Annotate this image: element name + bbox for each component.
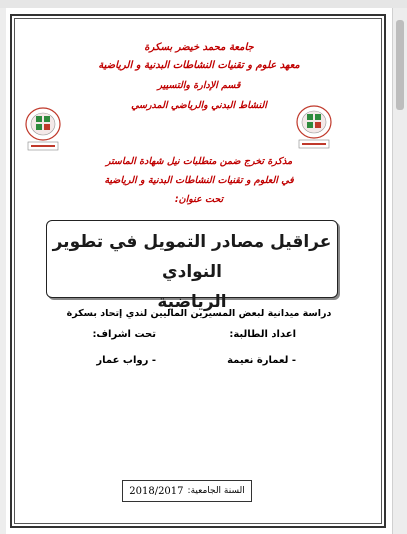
university-name: جامعة محمد خيضر بسكرة [144,42,254,53]
scrollbar-thumb[interactable] [396,20,404,110]
thesis-title-line-2: الرياضية [157,292,227,312]
student-label: اعداد الطالبة: [229,329,296,340]
department-name: قسم الإدارة والتسيير [157,80,241,91]
university-logo-right-icon [293,104,335,150]
under-title-label: تحت عنوان: [174,194,224,205]
institute-name: معهد علوم و تقنيات النشاطات البدنية و الرياضية [98,60,300,71]
supervisor-label: تحت اشراف: [92,329,156,340]
document-page [6,8,392,534]
thesis-title-box [46,220,338,312]
memo-line-2: في العلوم و تقنيات النشاطات البدنية و الرياضية [104,175,294,186]
viewer-scrollbar[interactable] [392,8,407,534]
academic-year-label: السنة الجامعية: [187,486,245,496]
supervisor-name: - رواب عمار [96,355,156,366]
specialty-name: النشاط البدني والرياضي المدرسي [131,100,267,111]
academic-year-value: 2018/2017 [129,485,184,497]
memo-line-1: مذكرة تخرج ضمن متطلبات نيل شهادة الماستر [105,156,293,167]
student-name: - لعمارة نعيمة [227,355,296,366]
thesis-title-line-1: عراقيل مصادر التمويل في تطوير النوادي [52,232,332,282]
thesis-title [47,227,337,317]
study-subtitle: دراسة ميدانية لبعض المسيرين الماليين لندي إتحاد بسكرة [66,308,332,319]
university-logo-left-icon [22,106,64,152]
academic-year-box [122,480,252,502]
